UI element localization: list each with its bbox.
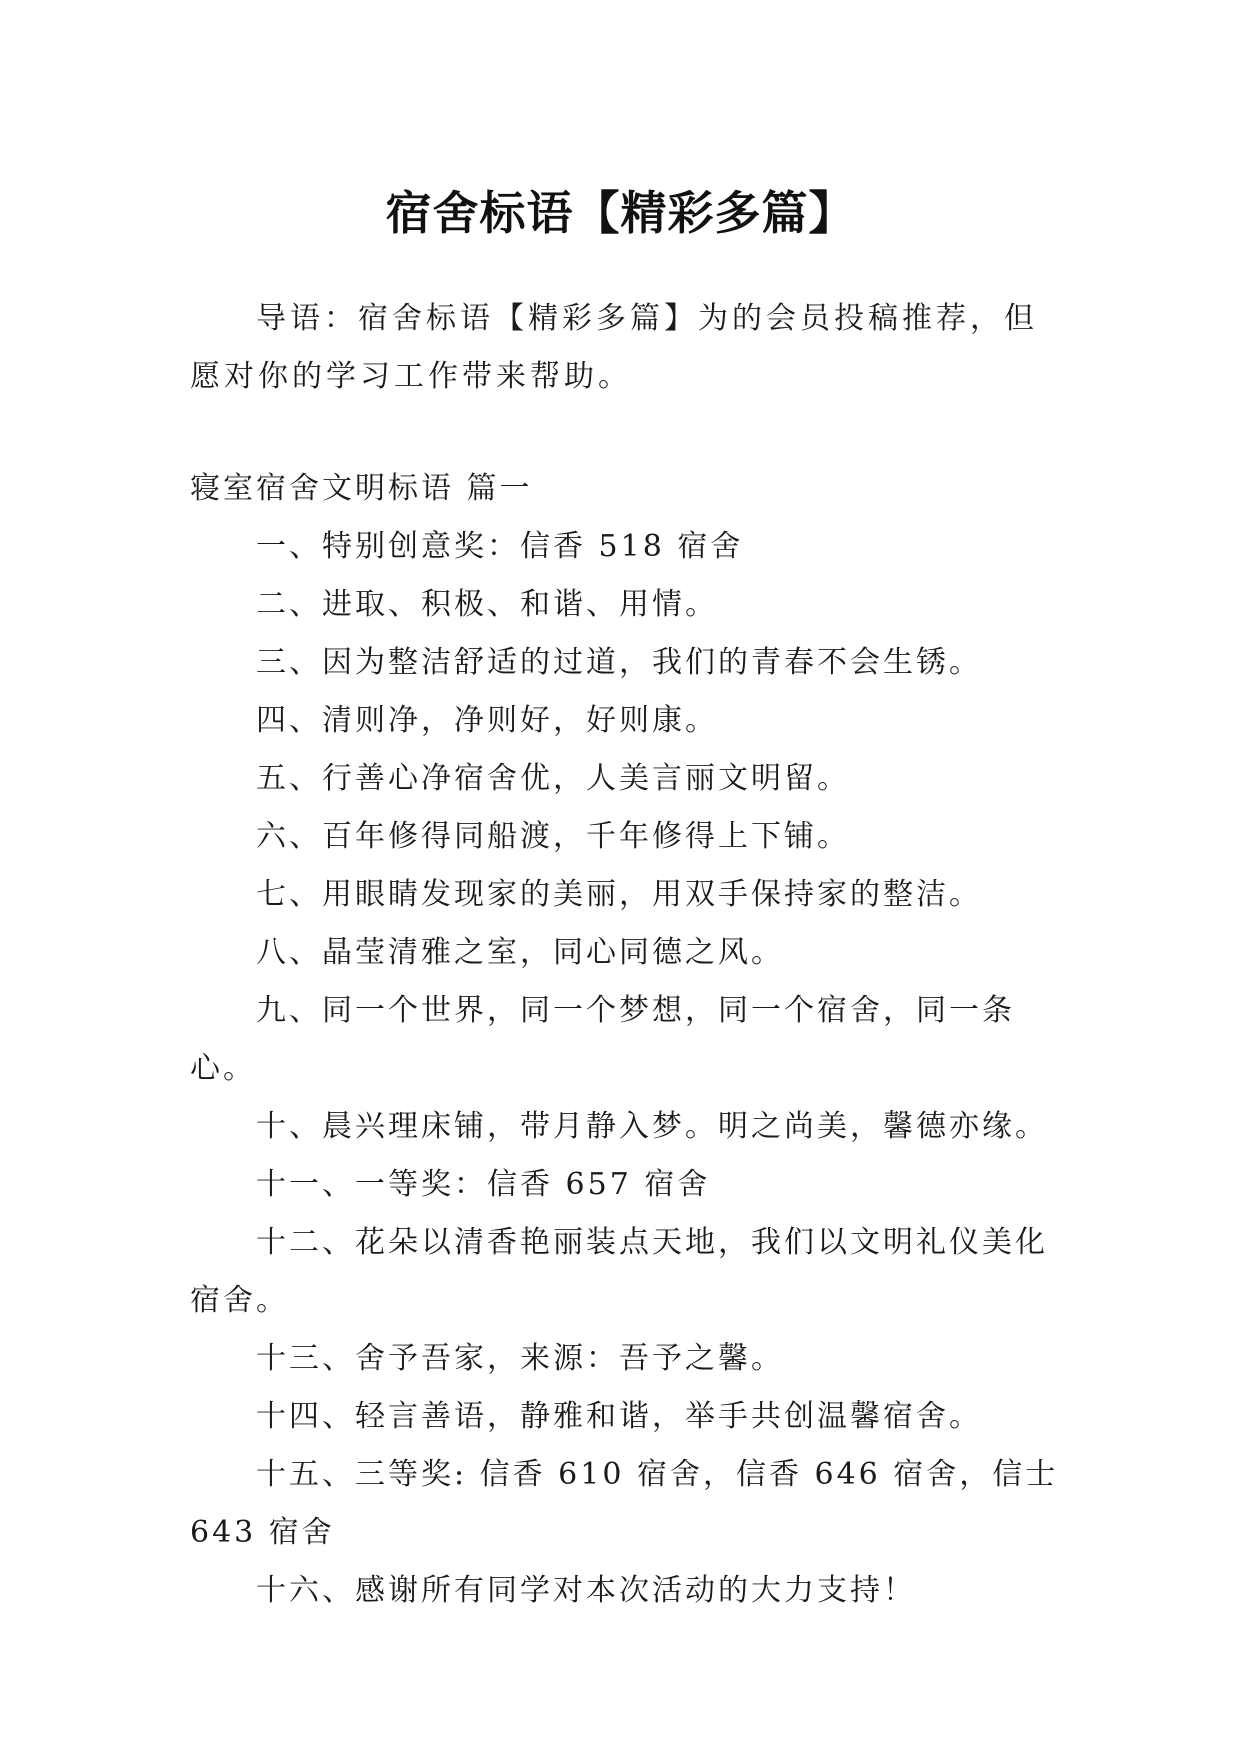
list-item: 五、行善心净宿舍优，人美言丽文明留。 — [256, 761, 850, 796]
list-item: 十、晨兴理床铺，带月静入梦。明之尚美，馨德亦缘。 — [256, 1109, 1048, 1144]
list-item: 九、同一个世界，同一个梦想，同一个宿舍，同一条心。 — [190, 993, 1015, 1086]
slogan-list — [190, 518, 1070, 1620]
list-item: 十六、感谢所有同学对本次活动的大力支持！ — [256, 1573, 916, 1608]
intro-paragraph: 导语：宿舍标语【精彩多篇】为的会员投稿推荐，但愿对你的学习工作带来帮助。 — [190, 301, 1038, 394]
list-item: 十五、三等奖: 信香 610 宿舍，信香 646 宿舍，信士 643 宿舍 — [190, 1457, 1059, 1550]
list-item: 一、特别创意奖：信香 518 宿舍 — [256, 529, 744, 564]
list-item: 十四、轻言善语，静雅和谐，举手共创温馨宿舍。 — [256, 1399, 982, 1434]
list-item: 三、因为整洁舒适的过道，我们的青春不会生锈。 — [256, 645, 982, 680]
list-item: 十一、一等奖：信香 657 宿舍 — [256, 1167, 711, 1202]
page-title: 宿舍标语【精彩多篇】 — [385, 185, 856, 240]
list-item: 八、晶莹清雅之室，同心同德之风。 — [256, 935, 784, 970]
list-item: 六、百年修得同船渡，千年修得上下铺。 — [256, 819, 850, 854]
section-heading: 寝室宿舍文明标语 篇一 — [190, 471, 533, 506]
list-item: 四、清则净，净则好，好则康。 — [256, 703, 718, 738]
list-item: 十三、舍予吾家，来源：吾予之馨。 — [256, 1341, 784, 1376]
list-item: 二、进取、积极、和谐、用情。 — [256, 587, 718, 622]
list-item: 七、用眼睛发现家的美丽，用双手保持家的整洁。 — [256, 877, 982, 912]
list-item: 十二、花朵以清香艳丽装点天地，我们以文明礼仪美化宿舍。 — [190, 1225, 1048, 1318]
